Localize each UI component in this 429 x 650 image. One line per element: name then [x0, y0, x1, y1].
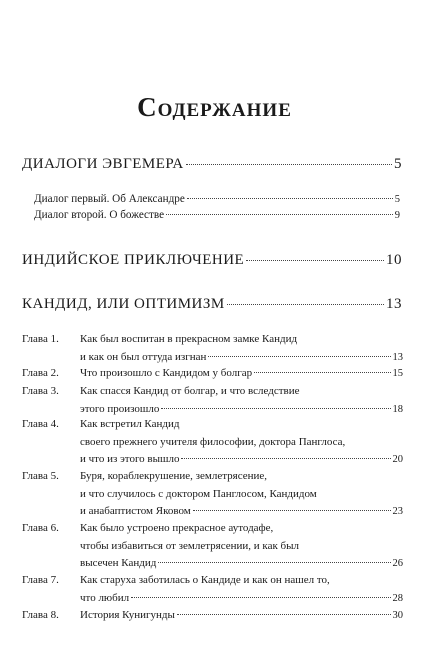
chapter-page: 13 — [392, 351, 403, 363]
chapter-title-line: Как был воспитан в прекрасном замке Кандид — [80, 333, 298, 345]
toc-chapter-1[interactable] — [22, 331, 403, 366]
chapter-title-line: Буря, кораблекрушение, землетрясение, — [80, 470, 268, 482]
toc-chapter-7[interactable] — [22, 572, 403, 607]
chapter-number: Глава 8. — [22, 609, 59, 621]
chapter-title-line: Как спасся Кандид от болгар, и что вследствие — [80, 385, 300, 397]
chapter-title-line: и как он был оттуда изгнан — [80, 350, 207, 363]
chapter-page: 23 — [392, 506, 403, 517]
chapter-number: Глава 6. — [22, 522, 59, 534]
leader-dots — [208, 356, 390, 357]
toc-chapter-4[interactable] — [22, 416, 403, 469]
toc-chapter-6[interactable] — [22, 520, 403, 573]
page-title: Содержание — [137, 92, 292, 122]
chapter-title-line: что любил — [80, 591, 130, 604]
chapter-page: 18 — [392, 403, 403, 415]
leader-dots — [186, 164, 392, 165]
chapter-page: 20 — [392, 454, 403, 465]
leader-dots — [246, 260, 384, 261]
chapter-title-line: Что произошло с Кандидом у болгар — [80, 367, 253, 379]
leader-dots — [187, 198, 393, 199]
chapter-page: 28 — [392, 592, 403, 604]
chapter-number: Глава 5. — [22, 470, 59, 482]
chapter-title-line: и что случилось с доктором Панглосом, Кандидом — [80, 487, 317, 500]
toc-section-candide[interactable] — [22, 296, 402, 313]
entry-page: 5 — [394, 194, 400, 205]
leader-dots — [254, 372, 390, 373]
chapter-number: Глава 1. — [22, 333, 59, 345]
leader-dots — [193, 510, 391, 511]
chapter-number: Глава 2. — [22, 367, 59, 379]
section-page: 5 — [394, 156, 402, 172]
chapter-title-line: и анабаптистом Яковом — [80, 505, 191, 517]
section-title: КАНДИД, ИЛИ ОПТИМИЗМ — [22, 296, 225, 312]
chapter-title-line: Как старуха заботилась о Кандиде и как он нашел то, — [80, 574, 330, 586]
toc-entry[interactable] — [34, 193, 400, 205]
chapter-number: Глава 7. — [22, 574, 59, 586]
entry-title: Диалог первый. Об Александре — [34, 193, 185, 205]
entry-title: Диалог второй. О божестве — [34, 209, 165, 221]
chapter-title-line: высечен Кандид — [80, 557, 157, 569]
chapter-title-line: Как было устроено прекрасное аутодафе, — [80, 522, 274, 534]
toc-chapter-3[interactable] — [22, 383, 403, 418]
chapter-title-line: и что из этого вышло — [80, 453, 180, 465]
section-title: ДИАЛОГИ ЭВГЕМЕРА — [22, 156, 184, 172]
leader-dots — [131, 597, 390, 598]
toc-entry[interactable] — [34, 209, 400, 221]
section-title: ИНДИЙСКОЕ ПРИКЛЮЧЕНИЕ — [22, 252, 245, 268]
section-page: 10 — [386, 252, 402, 268]
section-page: 13 — [386, 296, 402, 312]
chapter-page: 26 — [392, 558, 403, 569]
leader-dots — [166, 214, 393, 215]
leader-dots — [177, 614, 391, 615]
toc-section-dialogues[interactable] — [22, 156, 402, 173]
toc-chapter-2[interactable] — [22, 365, 403, 383]
chapter-page: 15 — [392, 368, 403, 379]
leader-dots — [161, 408, 390, 409]
entry-page: 9 — [394, 210, 400, 221]
toc-chapter-8[interactable] — [22, 607, 403, 625]
chapter-number: Глава 3. — [22, 385, 59, 397]
toc-chapter-5[interactable] — [22, 468, 403, 521]
leader-dots — [181, 458, 390, 459]
chapter-title-line: История Кунигунды — [80, 609, 175, 621]
leader-dots — [158, 562, 390, 563]
chapter-title-line: Как встретил Кандид — [80, 418, 180, 430]
chapter-number: Глава 4. — [22, 418, 59, 430]
chapter-title-line: своего прежнего учителя философии, доктора Панглоса, — [80, 435, 346, 448]
chapter-title-line: чтобы избавиться от землетрясении, и как был — [80, 539, 300, 552]
leader-dots — [227, 304, 384, 305]
toc-section-indian[interactable] — [22, 252, 402, 269]
chapter-title-line: этого произошло — [80, 402, 160, 415]
chapter-page: 30 — [392, 610, 403, 621]
